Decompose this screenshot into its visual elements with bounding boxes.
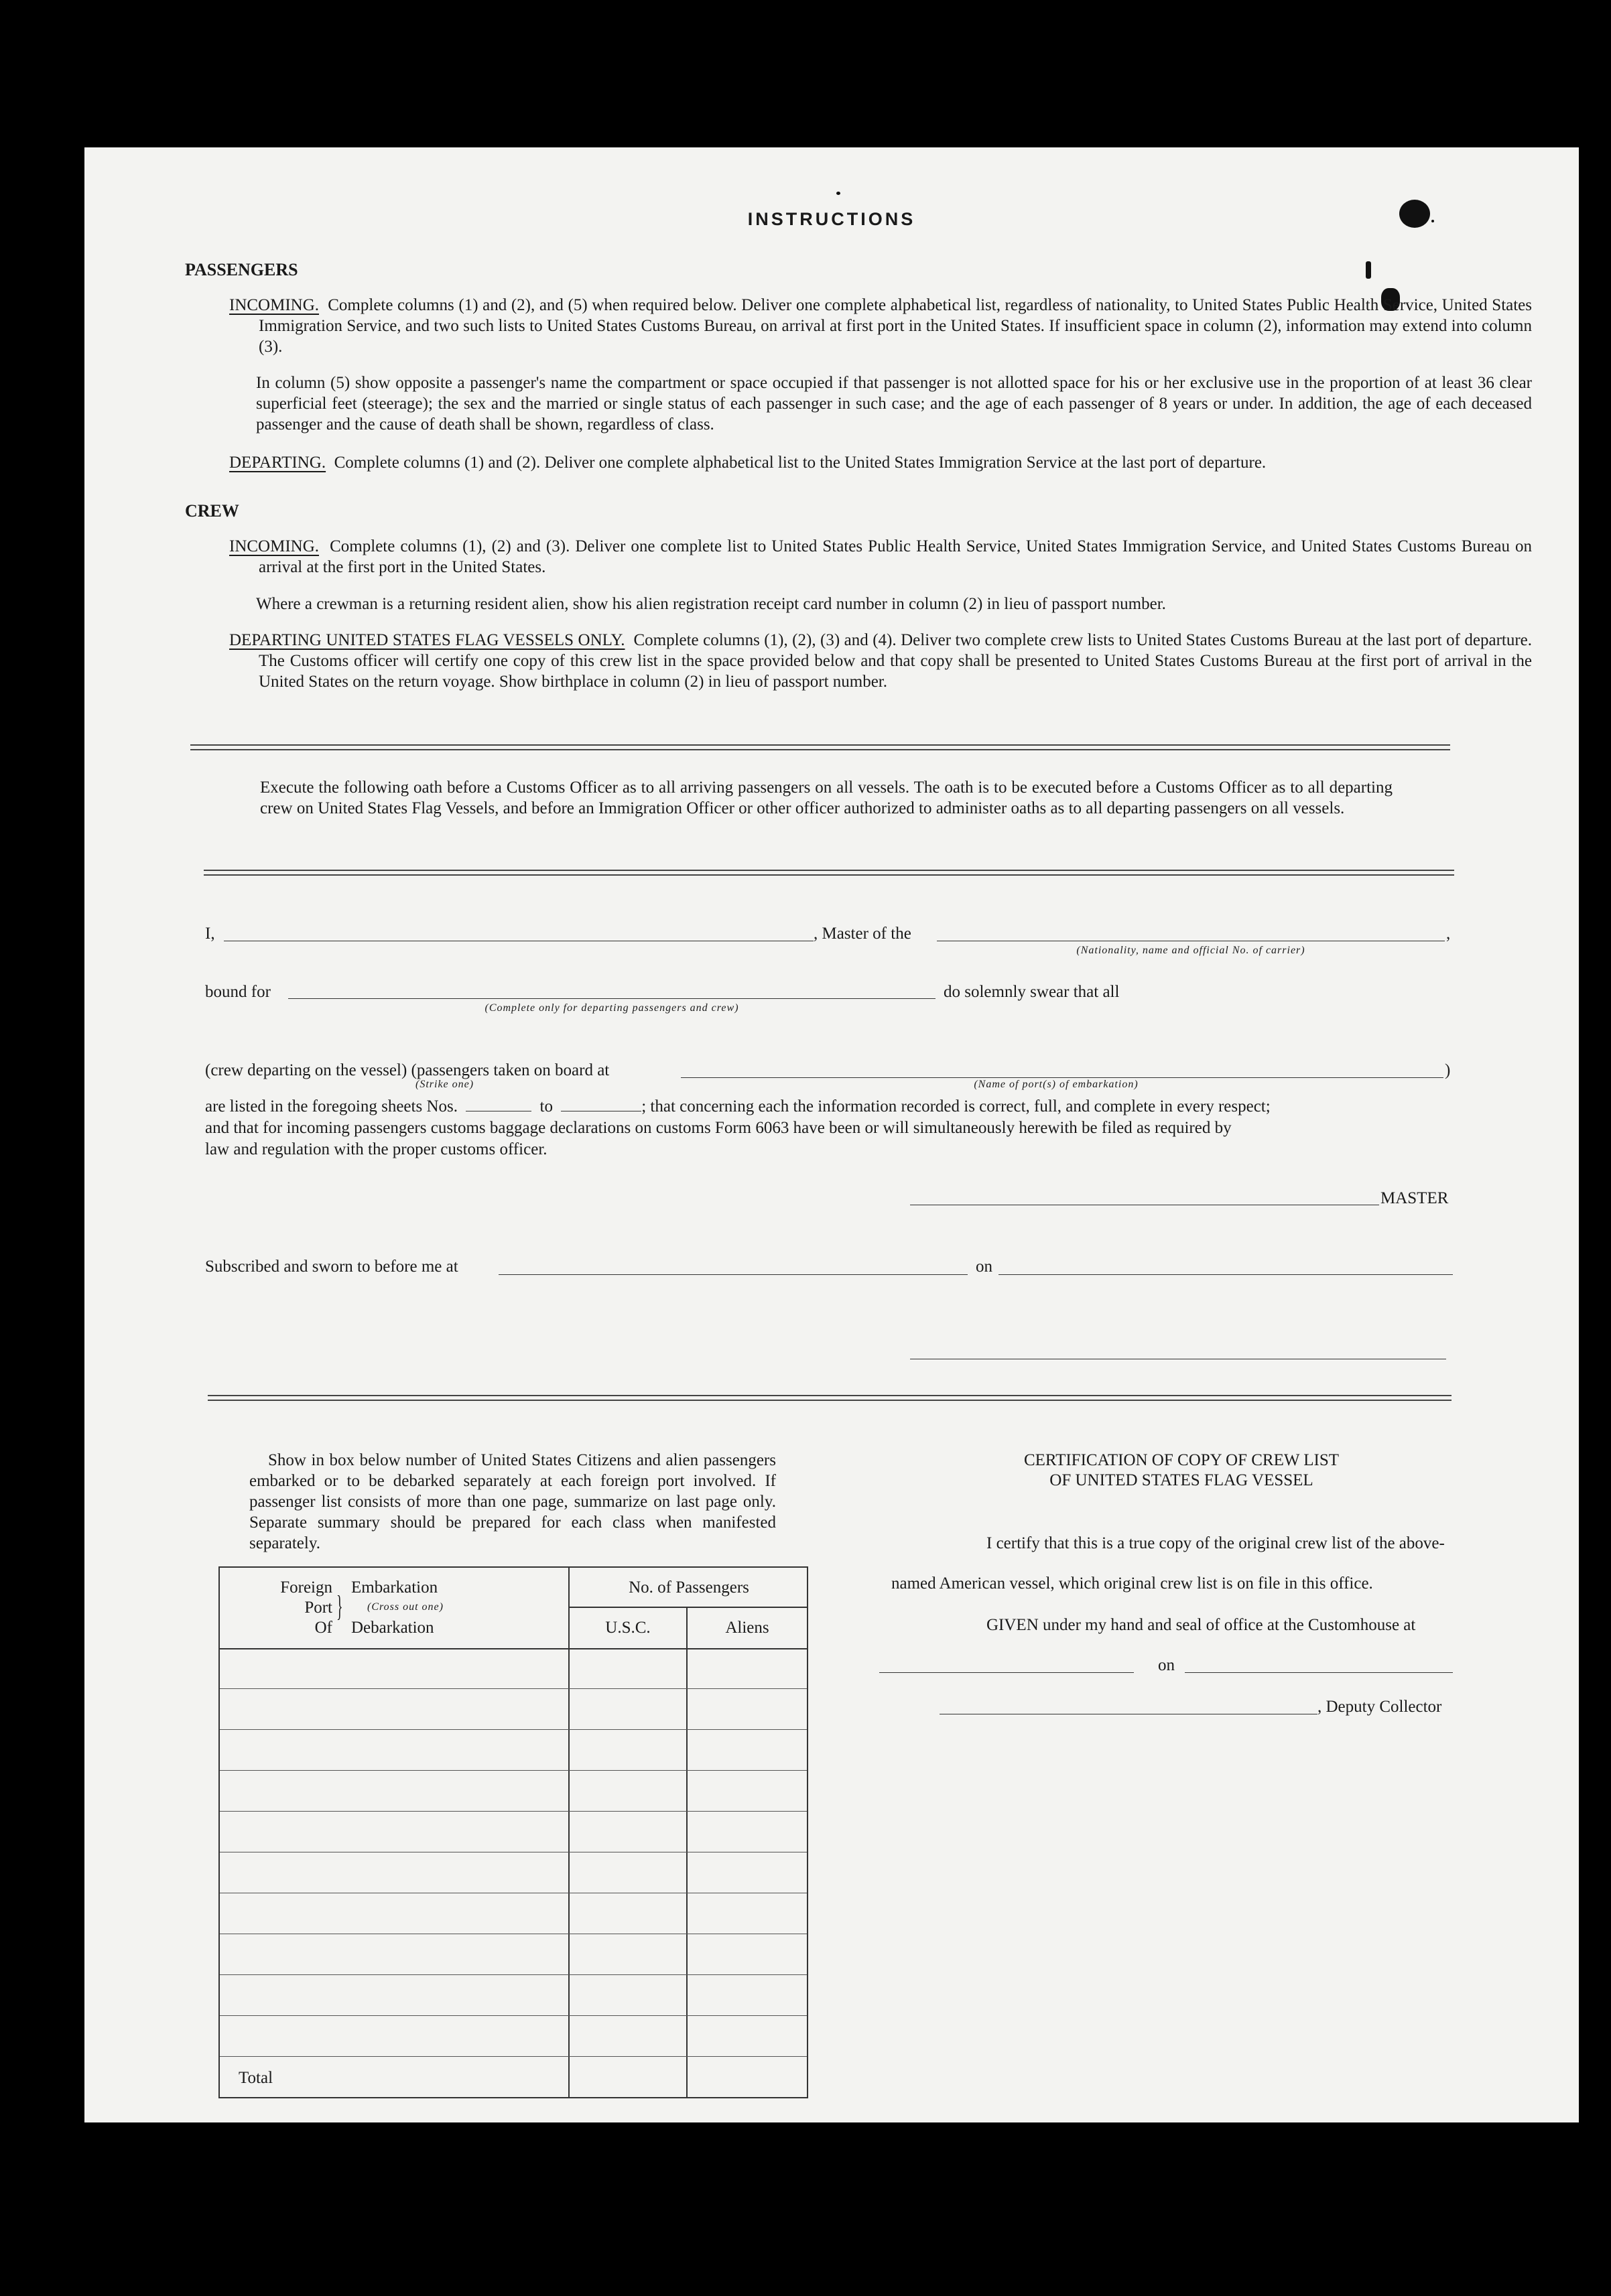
certification-line1: I certify that this is a true copy of the original crew list of the above- <box>986 1534 1445 1552</box>
sworn-date-field[interactable] <box>998 1274 1453 1275</box>
divider <box>204 870 1454 876</box>
departing-caption: (Complete only for departing passengers and crew) <box>485 1002 739 1014</box>
crew-departing-label: DEPARTING UNITED STATES FLAG VESSELS ONLY. <box>229 631 625 649</box>
sheets-line <box>205 1096 1478 1117</box>
passengers-departing-paragraph <box>229 452 1543 473</box>
certification-line2: named American vessel, which original crew list is on file in this office. <box>891 1574 1373 1593</box>
ink-blot <box>1366 261 1371 279</box>
certification-date-field[interactable] <box>1185 1672 1453 1673</box>
divider <box>190 744 1450 750</box>
passengers-column5-paragraph: In column (5) show opposite a passenger's name the compartment or space occupied if that passenger is not allotted space for his or her exclusive use in the proportion of at least 36 clear superficial feet (steerage); the sex and the married or single status of each passenger in such case; and the age of each passenger of 8 years or under. In addition, the age of each deceased passenger and the cause of death shall be shown, regardless of class. <box>256 374 1532 433</box>
table-row[interactable] <box>220 2056 807 2057</box>
table-row[interactable] <box>220 1974 807 1975</box>
page-title: INSTRUCTIONS <box>747 209 916 229</box>
cross-out-caption: (Cross out one) <box>367 1601 444 1613</box>
swear-label: do solemnly swear that all <box>944 983 1120 1001</box>
passengers-incoming-text: Complete columns (1) and (2), and (5) when required below. Deliver one complete alphabetical list, regardless of nationality, to United States Public Health Service, United States Immigration Service, and two such lists to United States Customs Bureau, on arrival at first port in the United States. If insufficient space in column (2), information may extend into column (3). <box>259 296 1533 356</box>
deputy-collector-label: , Deputy Collector <box>1317 1698 1442 1716</box>
ink-speck <box>836 192 840 195</box>
certification-line3: GIVEN under my hand and seal of office at the Customhouse at <box>986 1616 1416 1634</box>
crew-departing-paragraph <box>229 630 1532 692</box>
ink-blot <box>1399 200 1430 228</box>
debarkation-label: Debarkation <box>351 1619 434 1637</box>
master-of-the-label: , Master of the <box>814 925 911 943</box>
to-label: to <box>539 1097 553 1116</box>
crew-incoming-label: INCOMING. <box>229 537 320 555</box>
passengers-incoming-paragraph <box>229 295 1532 357</box>
aliens-header: Aliens <box>725 1619 769 1637</box>
certification-title-line2: OF UNITED STATES FLAG VESSEL <box>1049 1471 1313 1489</box>
bound-for-field[interactable] <box>288 998 936 999</box>
foreign-label: Foreign <box>280 1578 332 1597</box>
no-passengers-header: No. of Passengers <box>629 1578 749 1597</box>
divider <box>208 1395 1452 1401</box>
ports-caption: (Name of port(s) of embarkation) <box>974 1079 1139 1090</box>
strike-one-caption: (Strike one) <box>415 1079 474 1090</box>
passengers-departing-label: DEPARTING. <box>229 454 326 472</box>
table-row[interactable] <box>220 2015 807 2016</box>
summary-table <box>218 1566 808 2098</box>
master-label: MASTER <box>1380 1189 1449 1207</box>
crew-resident-alien-paragraph: Where a crewman is a returning resident alien, show his alien registration receipt card number in column (2) in lieu of passport number. <box>256 595 1166 613</box>
of-label: Of <box>314 1619 332 1637</box>
port-label: Port <box>304 1599 332 1617</box>
comma: , <box>1446 925 1451 943</box>
on-label: on <box>976 1258 992 1276</box>
table-column-divider <box>568 1568 570 2097</box>
crew-heading: CREW <box>185 501 239 521</box>
form-page <box>84 147 1579 2122</box>
oath-rest-line1: ; that concerning each the information recorded is correct, full, and complete in every respect; <box>641 1097 1271 1116</box>
oath-rest-line2: and that for incoming passengers customs baggage declarations on customs Form 6063 have been or will simultaneously herewith be filed as required by <box>205 1119 1232 1137</box>
crew-departing-text: Complete columns (1), (2), (3) and (4). Deliver two complete crew lists to United States Customs Bureau at the last port of departure. The Customs officer will certify one copy of this crew list in the space provided below and that copy shall be presented to United States Customs Bureau at the first port of arrival in the United States on the return voyage. Show birthplace in column (2) in lieu of passport number. <box>259 631 1533 691</box>
embarkation-ports-field[interactable] <box>681 1077 1443 1078</box>
passengers-incoming-label: INCOMING. <box>229 296 320 314</box>
table-row[interactable] <box>220 1729 807 1730</box>
table-row[interactable] <box>220 1770 807 1771</box>
table-row[interactable] <box>220 1688 807 1689</box>
passengers-heading: PASSENGERS <box>185 260 298 279</box>
table-row[interactable] <box>220 1811 807 1812</box>
certification-on-label: on <box>1158 1656 1175 1674</box>
table-header-bottom <box>220 1648 807 1649</box>
sworn-place-field[interactable] <box>499 1274 968 1275</box>
passengers-departing-text: Complete columns (1) and (2). Deliver one complete alphabetical list to the United States Immigration Service at the last port of departure. <box>334 454 1267 472</box>
customhouse-field[interactable] <box>879 1672 1134 1673</box>
oath-instructions: Execute the following oath before a Customs Officer as to all arriving passengers on all vessels. The oath is to be executed before a Customs Officer as to all departing crew on United States Flag Vessels, and before an Immigration Officer or other officer authorized to administer oaths as to all departing passengers on all vessels. <box>260 779 1393 817</box>
crew-incoming-paragraph <box>229 536 1532 578</box>
oath-i: I, <box>205 925 215 943</box>
subscribed-label: Subscribed and sworn to before me at <box>205 1258 458 1276</box>
bound-for-label: bound for <box>205 983 271 1001</box>
embarkation-label: Embarkation <box>351 1578 438 1597</box>
certification-title-line1: CERTIFICATION OF COPY OF CREW LIST <box>1023 1451 1340 1469</box>
close-paren: ) <box>1445 1061 1451 1079</box>
oath-rest-line3: law and regulation with the proper customs officer. <box>205 1140 547 1158</box>
table-header-divider <box>568 1607 808 1608</box>
ink-speck <box>1431 220 1434 222</box>
nationality-caption: (Nationality, name and official No. of carrier) <box>1076 945 1305 956</box>
usc-header: U.S.C. <box>605 1619 651 1637</box>
total-label: Total <box>239 2069 273 2087</box>
brace-glyph: } <box>336 1590 343 1623</box>
crew-incoming-text: Complete columns (1), (2) and (3). Deliver one complete list to United States Public Health Service, United States Immigration Service, and United States Customs Bureau on arrival at the first port in the United States. <box>259 537 1532 576</box>
listed-in-label: are listed in the foregoing sheets Nos. <box>205 1097 458 1116</box>
crew-passengers-label: (crew departing on the vessel) (passengers taken on board at <box>205 1061 610 1079</box>
summary-instructions: Show in box below number of United States Citizens and alien passengers embarked or to be debarked separately at each foreign port involved. If passenger list consists of more than one page, summarize on last page only. Separate summary should be prepared for each class when manifested separately. <box>249 1451 776 1552</box>
